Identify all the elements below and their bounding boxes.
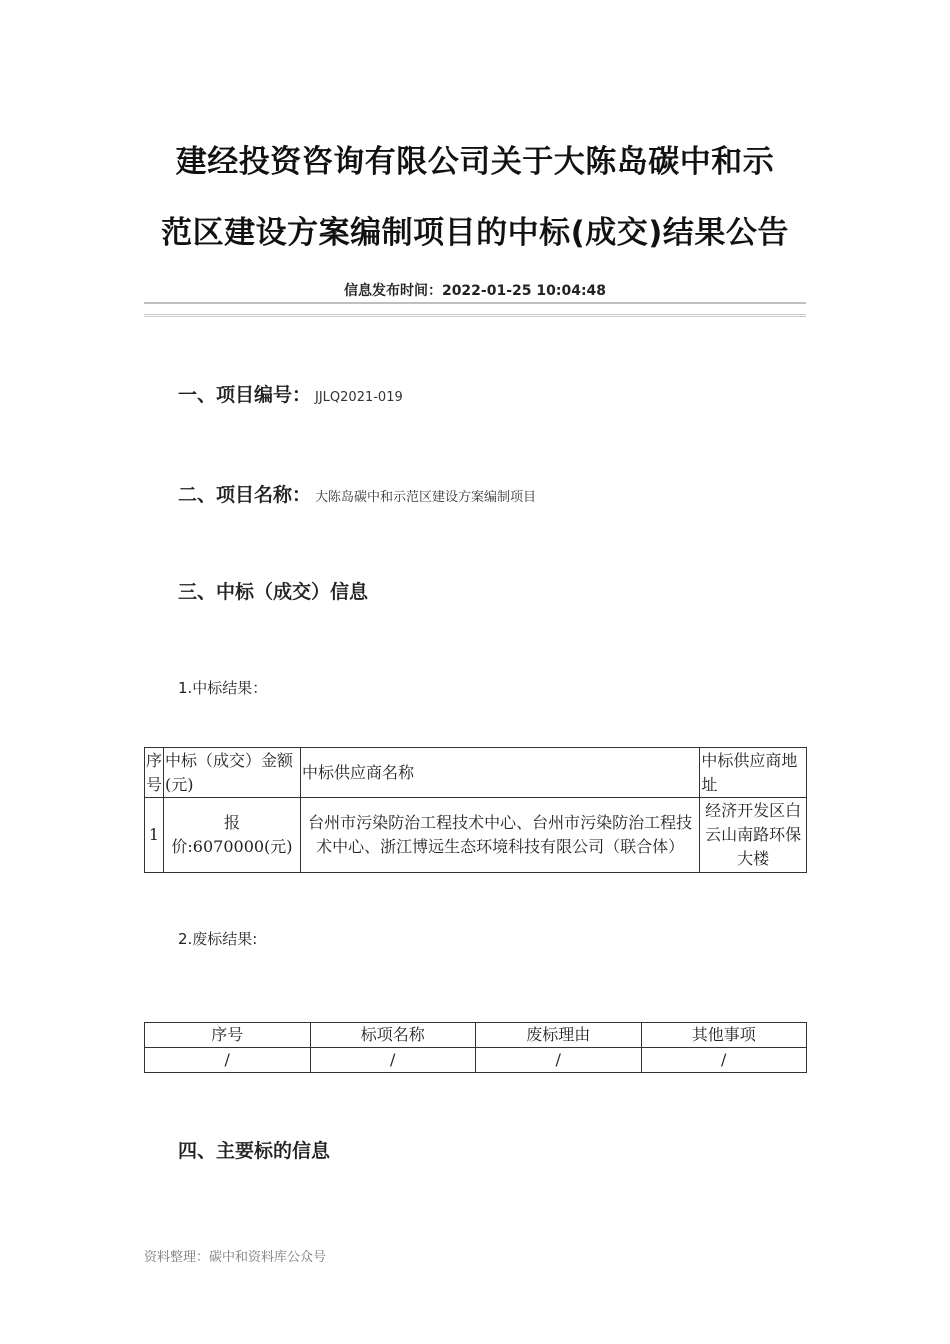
- table-header-row: [145, 748, 807, 798]
- void-result-table: [144, 1022, 807, 1073]
- cell-reason: /: [476, 1048, 642, 1073]
- publish-time: 信息发布时间：2022-01-25 10:04:48: [343, 283, 607, 299]
- section-heading: 四、主要标的信息: [178, 1140, 331, 1162]
- header-cell-supplier: 中标供应商名称: [300, 748, 699, 798]
- header-cell-no: 序号: [145, 1023, 311, 1048]
- section-project-number: [178, 380, 403, 407]
- cell-no: /: [145, 1048, 311, 1073]
- footer-source-note: 资料整理：碳中和资料库公众号: [144, 1250, 327, 1265]
- divider: [144, 302, 806, 304]
- divider-double: [144, 314, 806, 317]
- page-title-line-2: 范区建设方案编制项目的中标(成交)结果公告: [161, 215, 789, 251]
- table-row: [145, 1048, 807, 1073]
- cell-address: 经济开发区白云山南路环保大楼: [700, 798, 807, 873]
- cell-other: /: [641, 1048, 807, 1073]
- project-number-value: JJLQ2021-019: [315, 390, 403, 405]
- section-heading: 一、项目编号：: [178, 384, 312, 406]
- cell-no: 1: [145, 798, 164, 873]
- header-cell-no: 序号: [145, 748, 164, 798]
- cell-supplier: 台州市污染防治工程技术中心、台州市污染防治工程技术中心、浙江博远生态环境科技有限公司（联合体）: [300, 798, 699, 873]
- header-cell-item-name: 标项名称: [310, 1023, 476, 1048]
- award-result-table: [144, 747, 807, 873]
- page-title-line-1: 建经投资咨询有限公司关于大陈岛碳中和示: [175, 144, 775, 180]
- cell-amount: 报价:6070000(元): [164, 798, 301, 873]
- void-result-subheading: 2.废标结果:: [178, 930, 258, 948]
- header-cell-reason: 废标理由: [476, 1023, 642, 1048]
- award-result-subheading: 1.中标结果：: [178, 679, 268, 697]
- table-row: [145, 798, 807, 873]
- cell-item-name: /: [310, 1048, 476, 1073]
- section-project-name: [178, 480, 536, 507]
- header-cell-amount: 中标（成交）金额(元): [164, 748, 301, 798]
- section-heading: 二、项目名称：: [178, 484, 312, 506]
- table-header-row: [145, 1023, 807, 1048]
- section-main-target: [178, 1136, 330, 1163]
- section-award-info: [178, 577, 368, 604]
- project-name-value: 大陈岛碳中和示范区建设方案编制项目: [315, 490, 537, 505]
- header-cell-address: 中标供应商地址: [700, 748, 807, 798]
- header-cell-other: 其他事项: [641, 1023, 807, 1048]
- section-heading: 三、中标（成交）信息: [178, 581, 369, 603]
